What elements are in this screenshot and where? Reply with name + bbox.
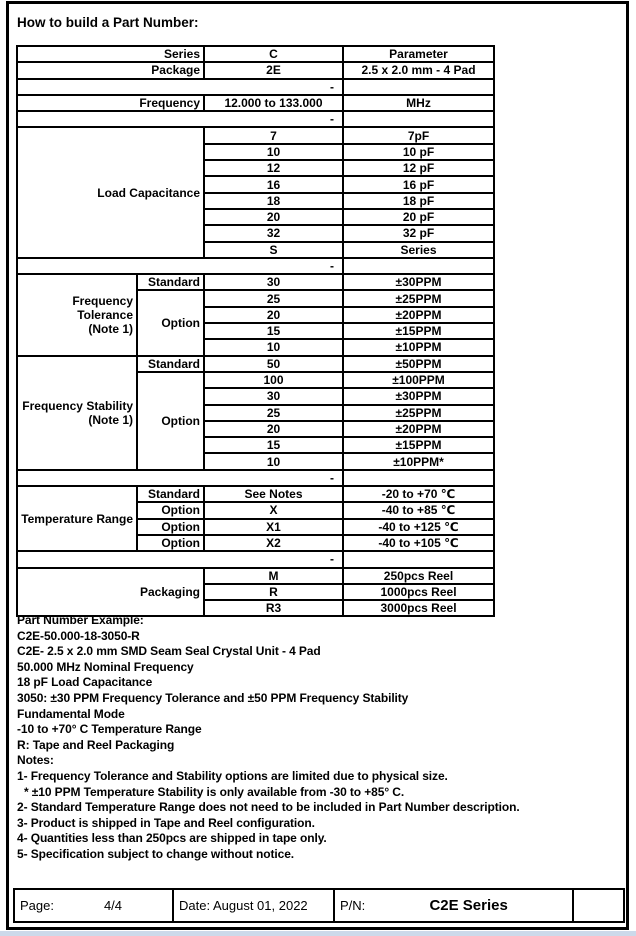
fs-param-cell: ±30PPM [343,388,494,404]
package-param-cell: 2.5 x 2.0 mm - 4 Pad [343,62,494,78]
tr-param-cell: -40 to +105 ℃ [343,535,494,551]
example-line: 3050: ±30 PPM Frequency Tolerance and ±50 PPM Frequency Stability [17,690,409,705]
package-row [17,62,494,78]
ft-param-cell: ±30PPM [343,274,494,290]
ft-code-cell: 30 [204,274,343,290]
ft-code-cell: 25 [204,290,343,306]
lc-code-cell: 10 [204,144,343,160]
separator-row [17,258,494,274]
lc-code-cell: 18 [204,193,343,209]
note-line: 4- Quantities less than 250pcs are shipped in tape only. [17,831,327,846]
empty-cell [343,111,494,127]
lc-code-cell: 32 [204,225,343,241]
fs-param-cell: ±50PPM [343,356,494,372]
temperature-range-label-cell: Temperature Range [17,486,137,551]
ft-code-cell: 15 [204,323,343,339]
ft-param-cell: ±25PPM [343,290,494,306]
lc-code-cell: 16 [204,176,343,192]
part-number-example-block [17,613,621,863]
pn-label: P/N: [340,898,366,913]
empty-cell [343,258,494,274]
date-text: Date: August 01, 2022 [179,898,308,913]
pk-code-cell: R3 [204,600,343,616]
page-title: How to build a Part Number: [17,15,199,30]
frequency-stability-label-cell [17,356,137,470]
option-label-cell: Option [137,519,204,535]
label-line: Frequency Stability [22,398,133,413]
lc-param-cell: 32 pF [343,225,494,241]
footer-empty-cell [573,889,624,922]
separator-cell: - [17,111,343,127]
fs-code-cell: 50 [204,356,343,372]
standard-label-cell: Standard [137,356,204,372]
lc-param-cell: 18 pF [343,193,494,209]
fs-code-cell: 20 [204,421,343,437]
standard-label-cell: Standard [137,274,204,290]
footer-date-cell [173,889,334,922]
separator-cell: - [17,258,343,274]
tr-param-cell: -20 to +70 ℃ [343,486,494,502]
lc-code-cell: 12 [204,160,343,176]
frequency-stability-row [17,356,494,372]
example-line: 18 pF Load Capacitance [17,675,153,690]
series-label-cell: Series [17,46,204,62]
example-line: R: Tape and Reel Packaging [17,737,175,752]
fs-param-cell: ±25PPM [343,405,494,421]
page-edge-strip [0,931,636,936]
pk-param-cell: 1000pcs Reel [343,584,494,600]
lc-param-cell: Series [343,242,494,258]
package-code-cell: 2E [204,62,343,78]
lc-param-cell: 12 pF [343,160,494,176]
page-number: 4/4 [103,898,123,913]
part-number-build-table [16,45,495,617]
packaging-row [17,568,494,584]
pk-code-cell: R [204,584,343,600]
load-capacitance-label-cell: Load Capacitance [17,127,204,257]
example-line: Fundamental Mode [17,706,125,721]
empty-cell [343,79,494,95]
standard-label-cell: Standard [137,486,204,502]
separator-cell: - [17,470,343,486]
load-capacitance-row [17,127,494,143]
example-heading: Part Number Example: [17,613,144,627]
note-line: 1- Frequency Tolerance and Stability options are limited due to physical size. [17,768,448,783]
fs-code-cell: 25 [204,405,343,421]
ft-param-cell: ±10PPM [343,339,494,355]
empty-cell [343,551,494,567]
ft-code-cell: 20 [204,307,343,323]
footer-page-cell [14,889,173,922]
fs-param-cell: ±100PPM [343,372,494,388]
label-line: (Note 1) [88,321,133,336]
frequency-code-cell: 12.000 to 133.000 [204,95,343,111]
temperature-range-row [17,486,494,502]
tr-param-cell: -40 to +85 ℃ [343,502,494,518]
example-line: -10 to +70° C Temperature Range [17,722,202,737]
note-line: 2- Standard Temperature Range does not need to be included in Part Number description. [17,800,520,815]
label-line: Tolerance [77,307,133,322]
footer-pn-cell [334,889,573,922]
lc-param-cell: 20 pF [343,209,494,225]
ft-param-cell: ±15PPM [343,323,494,339]
lc-param-cell: 16 pF [343,176,494,192]
frequency-tolerance-row [17,274,494,290]
separator-row [17,470,494,486]
label-line: Frequency [72,293,133,308]
fs-param-cell: ±10PPM* [343,453,494,469]
packaging-label-cell: Packaging [17,568,204,617]
example-line: C2E- 2.5 x 2.0 mm SMD Seam Seal Crystal Unit - 4 Pad [17,644,321,659]
footer-row [14,889,624,922]
page-label: Page: [20,898,54,913]
tr-code-cell: X2 [204,535,343,551]
lc-param-cell: 7pF [343,127,494,143]
label-line: (Note 1) [88,412,133,427]
option-label-cell: Option [137,290,204,355]
separator-cell: - [17,79,343,95]
separator-row [17,551,494,567]
note-line: * ±10 PPM Temperature Stability is only available from -30 to +85° C. [24,784,405,799]
example-line: 50.000 MHz Nominal Frequency [17,659,194,674]
fs-code-cell: 100 [204,372,343,388]
empty-cell [343,470,494,486]
fs-code-cell: 30 [204,388,343,404]
fs-param-cell: ±20PPM [343,421,494,437]
lc-code-cell: 20 [204,209,343,225]
option-label-cell: Option [137,535,204,551]
lc-code-cell: 7 [204,127,343,143]
fs-param-cell: ±15PPM [343,437,494,453]
frequency-row [17,95,494,111]
footer-table [13,888,625,923]
tr-code-cell: X [204,502,343,518]
option-label-cell: Option [137,502,204,518]
example-line: C2E-50.000-18-3050-R [17,628,140,643]
parameter-header-cell: Parameter [343,46,494,62]
lc-param-cell: 10 pF [343,144,494,160]
notes-heading: Notes: [17,753,54,768]
series-code-cell: C [204,46,343,62]
pk-param-cell: 250pcs Reel [343,568,494,584]
separator-cell: - [17,551,343,567]
frequency-label-cell: Frequency [17,95,204,111]
frequency-param-cell: MHz [343,95,494,111]
tr-code-cell: X1 [204,519,343,535]
frequency-tolerance-label-cell [17,274,137,355]
series-row [17,46,494,62]
tr-code-cell: See Notes [204,486,343,502]
lc-code-cell: S [204,242,343,258]
ft-code-cell: 10 [204,339,343,355]
pn-value: C2E Series [429,897,508,914]
pk-param-cell: 3000pcs Reel [343,600,494,616]
separator-row [17,79,494,95]
note-line: 5- Specification subject to change without notice. [17,846,295,861]
ft-param-cell: ±20PPM [343,307,494,323]
package-label-cell: Package [17,62,204,78]
pk-code-cell: M [204,568,343,584]
separator-row [17,111,494,127]
fs-code-cell: 10 [204,453,343,469]
option-label-cell: Option [137,372,204,470]
note-line: 3- Product is shipped in Tape and Reel configuration. [17,815,315,830]
fs-code-cell: 15 [204,437,343,453]
tr-param-cell: -40 to +125 ℃ [343,519,494,535]
